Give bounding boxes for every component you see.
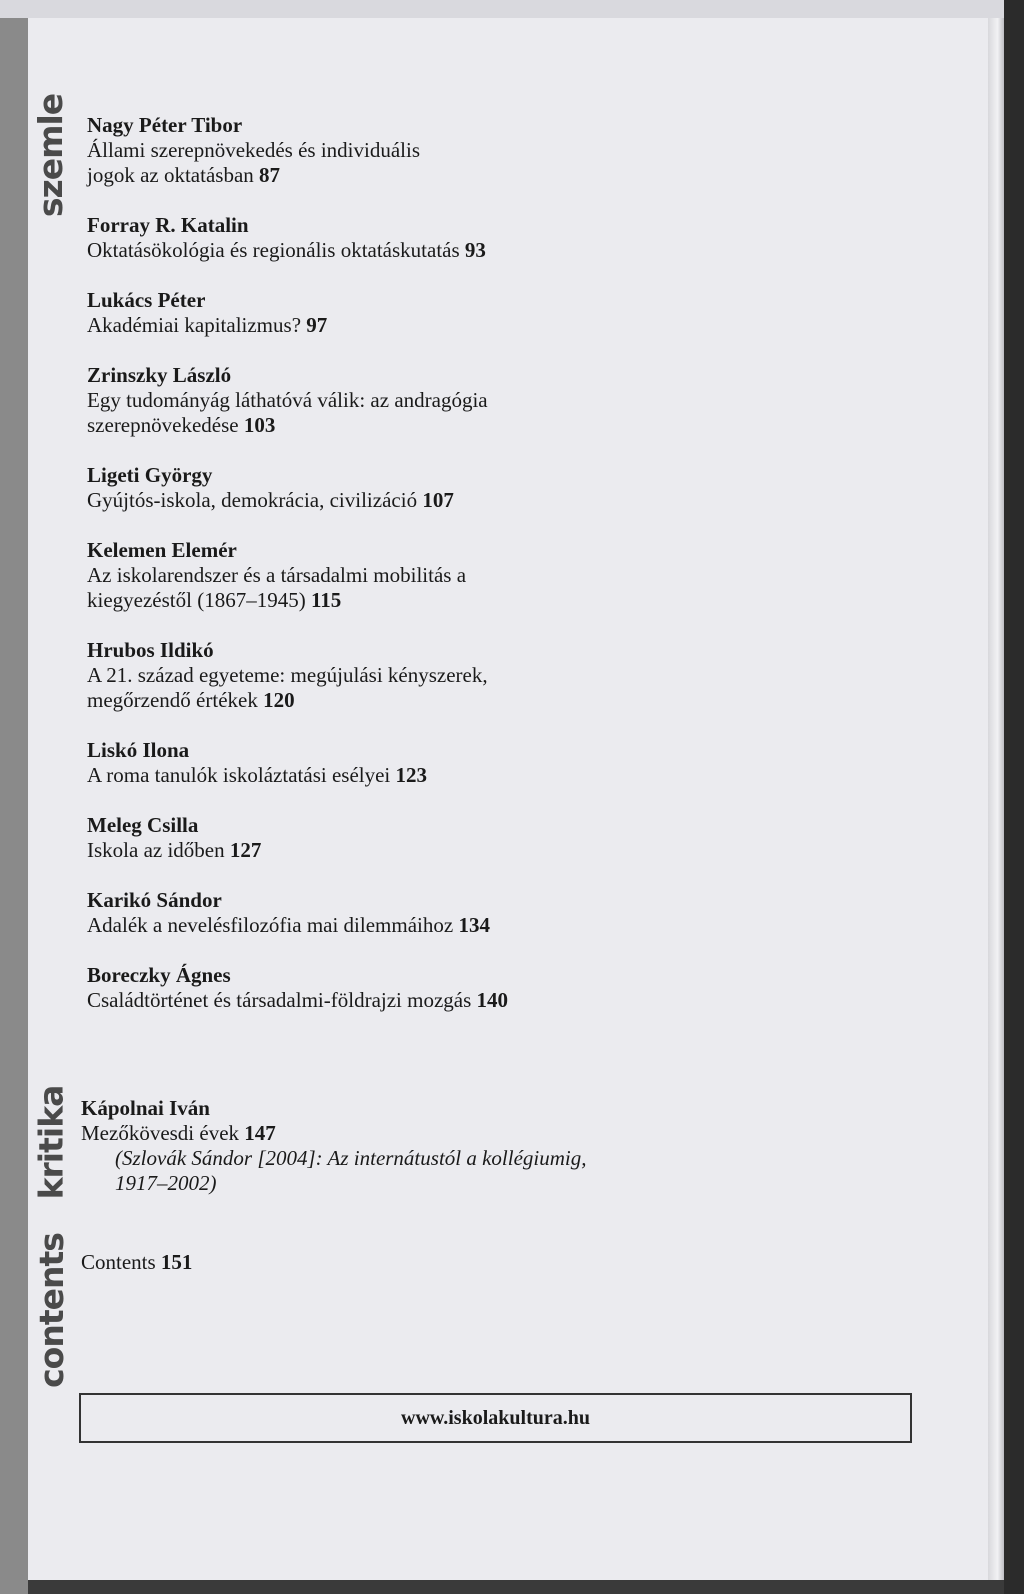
toc-entry xyxy=(87,363,687,438)
entry-title-text: Egy tudományág láthatóvá válik: az andragógia xyxy=(87,388,488,412)
entry-author: Nagy Péter Tibor xyxy=(87,113,243,137)
entry-page-number: 123 xyxy=(395,763,427,787)
entry-title-text: Oktatásökológia és regionális oktatáskutatás xyxy=(87,238,460,262)
entry-title-text: A roma tanulók iskoláztatási esélyei xyxy=(87,763,391,787)
entry-title-line xyxy=(87,138,687,163)
toc-entry xyxy=(87,813,687,863)
entry-title-line xyxy=(87,838,687,863)
entry-title-line xyxy=(87,563,687,588)
entry-author: Hrubos Ildikó xyxy=(87,638,214,662)
website-url-box[interactable] xyxy=(79,1393,912,1443)
entry-title xyxy=(81,1121,781,1146)
entry-page-number: 127 xyxy=(229,838,262,862)
section-label-contents: contents xyxy=(31,1232,71,1388)
entry-author: Boreczky Ágnes xyxy=(87,963,231,987)
szemle-entry-list xyxy=(87,113,687,1038)
entry-title-text: szerepnövekedése xyxy=(87,413,239,437)
entry-page-number: 134 xyxy=(458,913,490,937)
toc-entry xyxy=(87,738,687,788)
entry-title-line xyxy=(87,988,687,1013)
entry-title-line xyxy=(87,588,687,613)
entry-page-number: 87 xyxy=(259,163,281,187)
entry-title-text: Adalék a nevelésfilozófia mai dilemmáihoz xyxy=(87,913,454,937)
toc-entry xyxy=(87,963,687,1013)
spine-strip xyxy=(0,18,28,1594)
entry-subtitle xyxy=(81,1146,781,1196)
entry-title-text: megőrzendő értékek xyxy=(87,688,258,712)
entry-title-text: Gyújtós-iskola, demokrácia, civilizáció xyxy=(87,488,418,512)
page-top-edge xyxy=(0,0,1004,18)
entry-title-text: jogok az oktatásban xyxy=(87,163,254,187)
entry-title-line xyxy=(87,388,687,413)
entry-page-number: 103 xyxy=(243,413,276,437)
toc-entry xyxy=(87,888,687,938)
entry-title-line xyxy=(87,913,687,938)
entry-title-line xyxy=(87,688,687,713)
entry-author: Lukács Péter xyxy=(87,288,206,312)
entry-title-line xyxy=(87,163,687,188)
entry-page-number: 115 xyxy=(310,588,342,612)
entry-author: Meleg Csilla xyxy=(87,813,199,837)
toc-entry xyxy=(87,463,687,513)
entry-author: Forray R. Katalin xyxy=(87,213,249,237)
section-label-kritika: kritika xyxy=(31,1085,71,1199)
entry-title-line xyxy=(87,413,687,438)
subtitle-line: 1917–2002) xyxy=(115,1171,217,1195)
entry-title-text: Mezőkövesdi évek xyxy=(81,1121,240,1145)
toc-entry xyxy=(87,213,687,263)
right-page-edge xyxy=(988,18,1004,1594)
section-label-szemle: szemle xyxy=(31,93,71,217)
entry-author: Liskó Ilona xyxy=(87,738,190,762)
entry-page-number: 97 xyxy=(306,313,328,337)
entry-page-number: 107 xyxy=(422,488,454,512)
kritika-entry xyxy=(81,1096,781,1196)
entry-author: Kápolnai Iván xyxy=(81,1096,210,1120)
entry-title-text: Az iskolarendszer és a társadalmi mobilitás a xyxy=(87,563,467,587)
entry-title-line xyxy=(87,488,687,513)
toc-entry xyxy=(87,288,687,338)
contents-page-number: 151 xyxy=(160,1250,193,1274)
toc-entry xyxy=(87,638,687,713)
entry-page-number: 140 xyxy=(476,988,509,1012)
entry-author: Zrinszky László xyxy=(87,363,232,387)
entry-title-line xyxy=(87,238,687,263)
toc-entry xyxy=(87,113,687,188)
entry-title-text: kiegyezéstől (1867–1945) xyxy=(87,588,306,612)
website-url[interactable]: www.iskolakultura.hu xyxy=(401,1406,590,1429)
entry-page-number: 147 xyxy=(244,1121,276,1145)
contents-entry xyxy=(81,1250,192,1275)
bottom-page-edge xyxy=(28,1580,1004,1594)
entry-author: Karikó Sándor xyxy=(87,888,222,912)
subtitle-line: (Szlovák Sándor [2004]: Az internátustól a kollégiumig, xyxy=(115,1146,587,1170)
entry-title-line xyxy=(87,663,687,688)
entry-title-line xyxy=(87,313,687,338)
entry-title-text: Állami szerepnövekedés és individuális xyxy=(87,138,420,162)
entry-title-text: A 21. század egyeteme: megújulási kényszerek, xyxy=(87,663,488,687)
entry-title-text: Akadémiai kapitalizmus? xyxy=(87,313,302,337)
entry-page-number: 120 xyxy=(263,688,295,712)
toc-entry xyxy=(87,538,687,613)
entry-author: Kelemen Elemér xyxy=(87,538,237,562)
entry-title-line xyxy=(87,763,687,788)
entry-title-text: Iskola az időben xyxy=(87,838,225,862)
entry-title-text: Családtörténet és társadalmi-földrajzi mozgás xyxy=(87,988,472,1012)
entry-author: Ligeti György xyxy=(87,463,213,487)
contents-title: Contents xyxy=(81,1250,156,1274)
entry-page-number: 93 xyxy=(464,238,486,262)
